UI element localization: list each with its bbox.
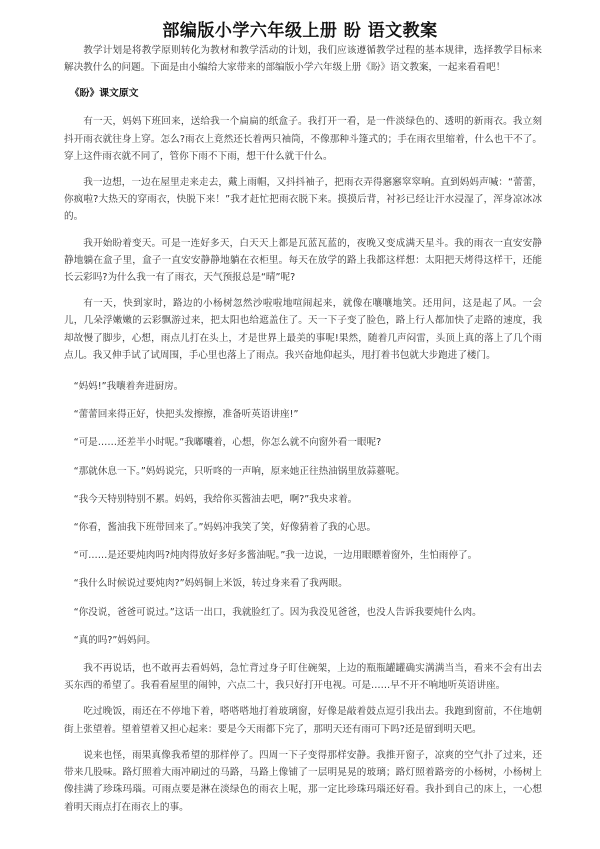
page-title: 部编版小学六年级上册 盼 语文教案 bbox=[162, 21, 438, 41]
body-paragraph: 吃过晚饭，雨还在不停地下着，嗒嗒嗒地打着玻璃窗，好像是敲着鼓点逗引我出去。我跑到窗前，不住地朝街上张望着。望着望着又担心起来：要是今天雨都下完了，那明天还有雨可下吗?还是留到明天吧。 bbox=[64, 706, 542, 735]
dialog-line: “可是……还差半小时呢。”我嘟囔着，心想，你怎么就不向窗外看一眼呢? bbox=[73, 437, 382, 449]
body-paragraph: 我不再说话，也不敢再去看妈妈，急忙背过身子盯住碗架，上边的瓶瓶罐罐确实满满当当，看来不会有出去买东西的希望了。我看看屋里的闹钟，六点二十，我只好打开电视。可是……早不开不响地听英语讲座。 bbox=[64, 663, 542, 692]
document-body bbox=[64, 42, 542, 825]
dialog-line: “那就休息一下。”妈妈说完，只听咚的一声响，原来她正往热油锅里放蒜薹呢。 bbox=[73, 465, 405, 477]
intro-paragraph: 教学计划是将教学原则转化为教材和教学活动的计划，我们应该遵循教学过程的基本规律，选择教学目标来解决教什么的问题。下面是由小编给大家带来的部编版小学六年级上册《盼》语文教案，一起来看看吧！ bbox=[64, 45, 542, 74]
section-heading: 《盼》课文原文 bbox=[69, 88, 139, 100]
dialog-line: “可……是还要炖肉吗?炖肉得放好多好多酱油呢。”我一边说，一边用眼瞟着窗外，生怕雨停了。 bbox=[73, 550, 478, 562]
dialog-line: “你没说，爸爸可说过。”这话一出口，我就脸红了。因为我没见爸爸，也没人告诉我要炖什么肉。 bbox=[73, 606, 482, 618]
dialog-line: “蕾蕾回来得正好，快把头发擦擦，准备听英语讲座!” bbox=[73, 409, 299, 421]
dialog-line: “你看，酱油我下班带回来了。”妈妈冲我笑了笑，好像猜着了我的心思。 bbox=[73, 522, 377, 534]
dialog-line: “我什么时候说过要炖肉?”妈妈铜上米饭，转过身来看了我两眼。 bbox=[73, 578, 348, 590]
dialog-line: “妈妈!”我嚷着奔进厨房。 bbox=[73, 381, 184, 393]
body-paragraph: 我开始盼着变天。可是一连好多天，白天天上都是瓦蓝瓦蓝的，夜晚又变成满天星斗。我的雨衣一直安安静静地躺在盒子里，盒子一直安安静静地躺在衣柜里。每天在放学的路上我都这样想：太阳把天烤得这样干，还能长云彩吗?为什么我一有了雨衣，天气预报总是“晴”呢? bbox=[64, 237, 542, 284]
body-paragraph: 有一天，妈妈下班回来，送给我一个扁扁的纸盒子。我打开一看，是一件淡绿色的、透明的新雨衣。我立刻抖开雨衣就往身上穿。怎么?雨衣上竟然还长着两只袖筒，不像那种斗篷式的；手在雨衣里缩着，什么也干不了。穿上这件雨衣就不同了，管你下雨不下雨，想干什么就干什么。 bbox=[64, 116, 542, 162]
body-paragraph: 说来也怪，雨果真像我希望的那样停了。四周一下子变得那样安静。我推开窗子，凉爽的空气扑了过来，还带来几股味。路灯照着大雨冲刷过的马路，马路上像铺了一层明晃晃的玻璃；路灯照着路旁的小杨树，小杨树上像挂满了珍珠玛瑙。可雨点要是淋在淡绿色的雨衣上呢，那一定比珍珠玛瑙还好看。我扑到自己的床上，一心想着明天雨点打在雨衣上的事。 bbox=[64, 749, 542, 813]
body-paragraph: 有一天，快到家时，路边的小杨树忽然沙啦啦地喧闹起来，就像在嚷嚷地笑。还用问，这是起了风。一会儿，几朵浮嫩嫩的云彩飘游过来，把太阳也给遮盖住了。天一下子变了脸色，路上行人都加快了走路的速度，我却故慢了脚步，心想，雨点儿打在头上，才是世界上最美的事呢!果然，随着几声闷雷，头顶上真的落上了几个雨点儿。我又伸手试了试周围，手心里也落上了雨点。我兴奋地仰起头，甩打着书包就大步跑进了楼门。 bbox=[64, 298, 542, 361]
dialog-line: “我今天特别特别不累。妈妈，我给你买酱油去吧，啊?”我央求着。 bbox=[73, 493, 358, 505]
dialog-line: “真的吗?”妈妈问。 bbox=[73, 634, 156, 646]
body-paragraph: 我一边想，一边在屋里走来走去，戴上雨帽，又抖抖袖子，把雨衣弄得窸窸窣窣响。直到妈妈声喊：“蕾蕾，你疯啦?大热天的穿雨衣，快脱下来！”我才赶忙把雨衣脱下来。摸摸后背，衬衫已经让汗水浸湿了，浑身凉冰冰的。 bbox=[64, 177, 542, 223]
